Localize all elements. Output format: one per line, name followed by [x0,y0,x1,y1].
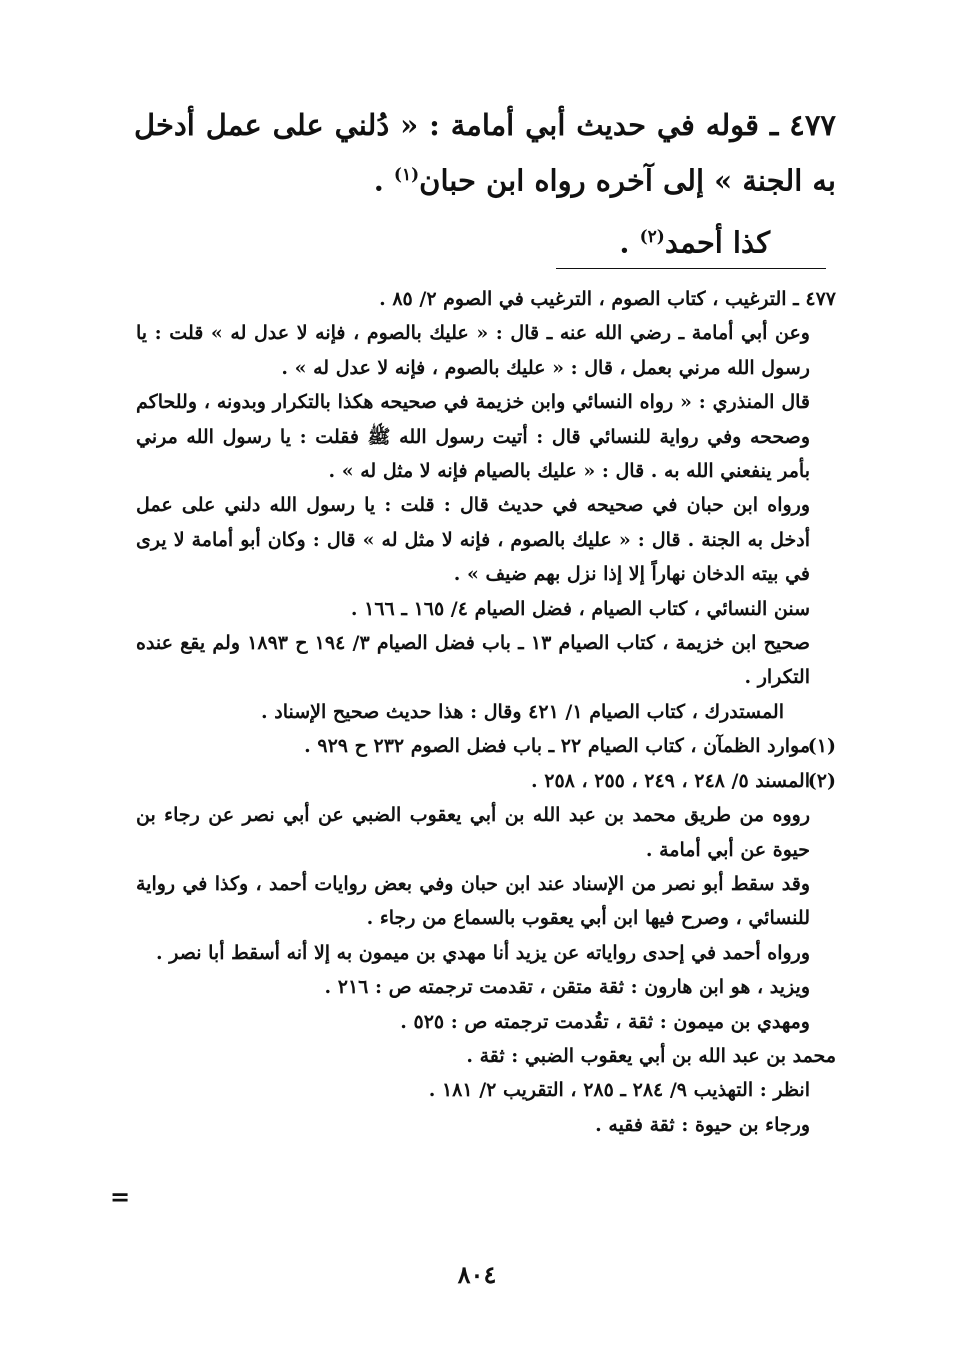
note-line: ورواه أحمد في إحدى رواياته عن يزيد أنا مهدي بن ميمون به إلا أنه أسقط أبا نصر . [156,941,810,964]
note-line: ويزيد ، هو ابن هارون : ثقة متقن ، تقدمت ترجمته ص : ٢١٦ . [324,976,810,999]
note-line: رووه من طريق محمد بن عبد الله بن أبي يعقوب الضبي عن أبي نصر عن رجاء بن حيوة عن أبي أمامة . [136,804,810,861]
ahmad-line [134,212,836,268]
page-number: ٨٠٤ [457,1260,497,1289]
footnotes-section [136,282,836,1142]
note-line: المستدرك ، كتاب الصيام ١/ ٤٢١ وقال : هذا حديث صحيح الإسناد . [261,700,784,723]
note-line: ورواه ابن حبان في صحيحه في حديث قال : قلت : يا رسول الله دلني على عمل أدخل به الجنة . قال : « عليك بالصوم ، فإنه لا مثل له » قال : وكان أبو أمامة لا يرى في بيته الدخان نهاراً إلا إذا نزل بهم ضيف » . [136,494,810,586]
hadith-text: ٤٧٧ ـ قوله في حديث أبي أمامة : « دُلني على عمل أدخل به الجنة » إلى آخره رواه ابن حبان [134,108,836,198]
footnote-1 [136,729,836,763]
footnote-2 [136,764,836,798]
note-line: قال المنذري : « رواه النسائي وابن خزيمة في صحيحه هكذا بالتكرار وبدونه ، وللحاكم وصححه وفي رواية للنسائي قال : أتيت رسول الله ﷺ فقلت : يا رسول الله مرني بأمر ينفعني الله به . قال : « عليك بالصيام فإنه لا مثل له » . [136,391,810,483]
footnote-ref-1: (١) [393,165,420,185]
note-line: محمد بن عبد الله بن أبي يعقوب الضبي : ثقة . [466,1044,836,1067]
footnote-number: (١) [807,735,836,758]
footnote-separator [556,268,826,269]
ahmad-text-end: . [619,225,640,260]
ahmad-text: كذا أحمد [664,225,770,260]
footnote-ref-2: (٢) [639,226,665,247]
note-line: سنن النسائي ، كتاب الصيام ، فضل الصيام ٤/ ١٦٥ ـ ١٦٦ . [350,597,810,620]
footnote-text: المسند ٥/ ٢٤٨ ، ٢٤٩ ، ٢٥٥ ، ٢٥٨ . [531,769,810,792]
note-line: وقد سقط أبو نصر من الإسناد عند ابن حبان وفي بعض روايات أحمد ، وكذا في رواية للنسائي ، وصرح فيها ابن أبي يعقوب بالسماع من رجاء . [136,872,810,930]
note-line: انظر : التهذيب ٩/ ٢٨٤ ـ ٢٨٥ ، التقريب ٢/ ١٨١ . [428,1079,810,1102]
footnote-text: موارد الظمآن ، كتاب الصيام ٢٢ ـ باب فضل الصوم ٢٣٢ ح ٩٢٩ . [304,735,810,758]
main-text [134,100,836,267]
note-line: ٤٧٧ ـ الترغيب ، كتاب الصوم ، الترغيب في الصوم ٢/ ٨٥ . [379,288,836,310]
hadith-text-end: . [373,163,394,198]
hadith-paragraph [134,100,836,206]
note-line: صحيح ابن خزيمة ، كتاب الصيام ١٣ ـ باب فضل الصيام ٣/ ١٩٤ ح ١٨٩٣ ولم يقع عنده التكرار . [136,632,811,689]
note-line: ومهدي بن ميمون : ثقة ، تقُدمت ترجمته ص : ٥٢٥ . [400,1010,810,1033]
note-line: وعن أبي أمامة ـ رضي الله عنه ـ قال : « عليك بالصوم ، فإنه لا عدل له » قلت : يا رسول الله مرني بعمل ، قال : « عليك بالصوم ، فإنه لا عدل له » . [136,322,810,379]
continuation-mark: = [110,1183,131,1211]
note-line: ورجاء بن حيوة : ثقة فقيه . [595,1113,810,1136]
footnote-number: (٢) [807,769,836,792]
